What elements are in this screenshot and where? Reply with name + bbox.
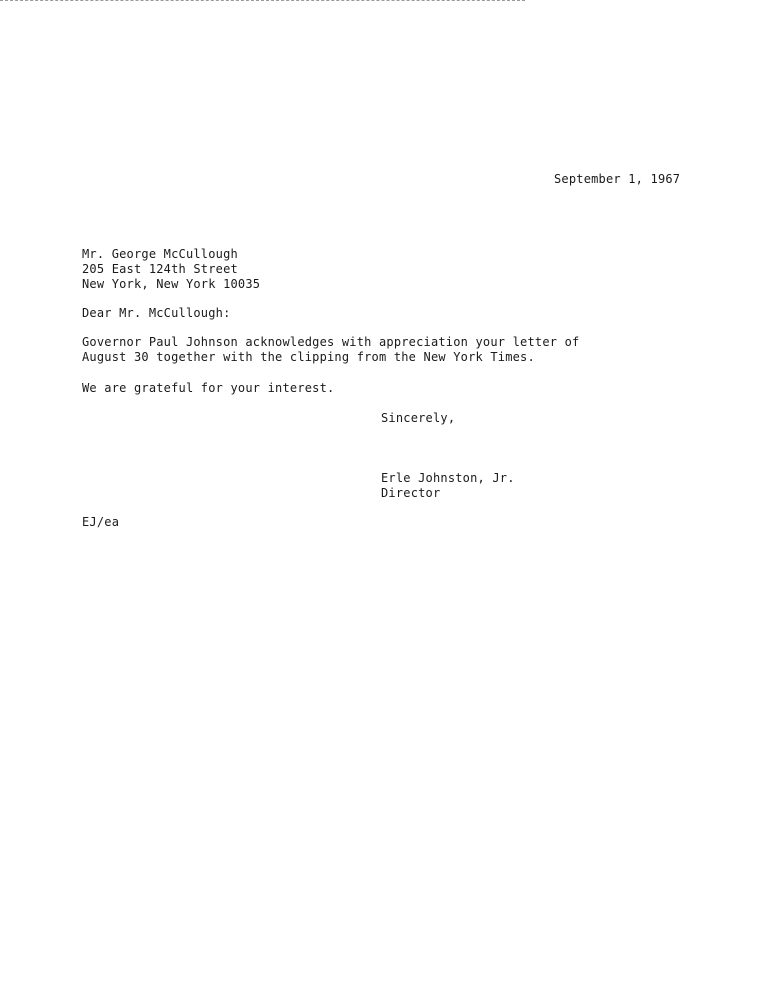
body-paragraph-1-line-2: August 30 together with the clipping from the New York Times.: [82, 350, 535, 364]
closing: Sincerely,: [381, 411, 456, 425]
body-paragraph-2: We are grateful for your interest.: [82, 381, 335, 395]
body-paragraph-1-line-1: Governor Paul Johnson acknowledges with appreciation your letter of: [82, 335, 580, 349]
signer-name: Erle Johnston, Jr.: [381, 471, 515, 485]
reference-initials: EJ/ea: [82, 515, 120, 529]
page-top-edge: [0, 0, 525, 1]
salutation: Dear Mr. McCullough:: [82, 306, 231, 320]
recipient-name: Mr. George McCullough: [82, 247, 238, 261]
recipient-city: New York, New York 10035: [82, 277, 261, 291]
recipient-street: 205 East 124th Street: [82, 262, 238, 276]
letter-date: September 1, 1967: [554, 172, 681, 186]
signer-title: Director: [381, 486, 441, 500]
